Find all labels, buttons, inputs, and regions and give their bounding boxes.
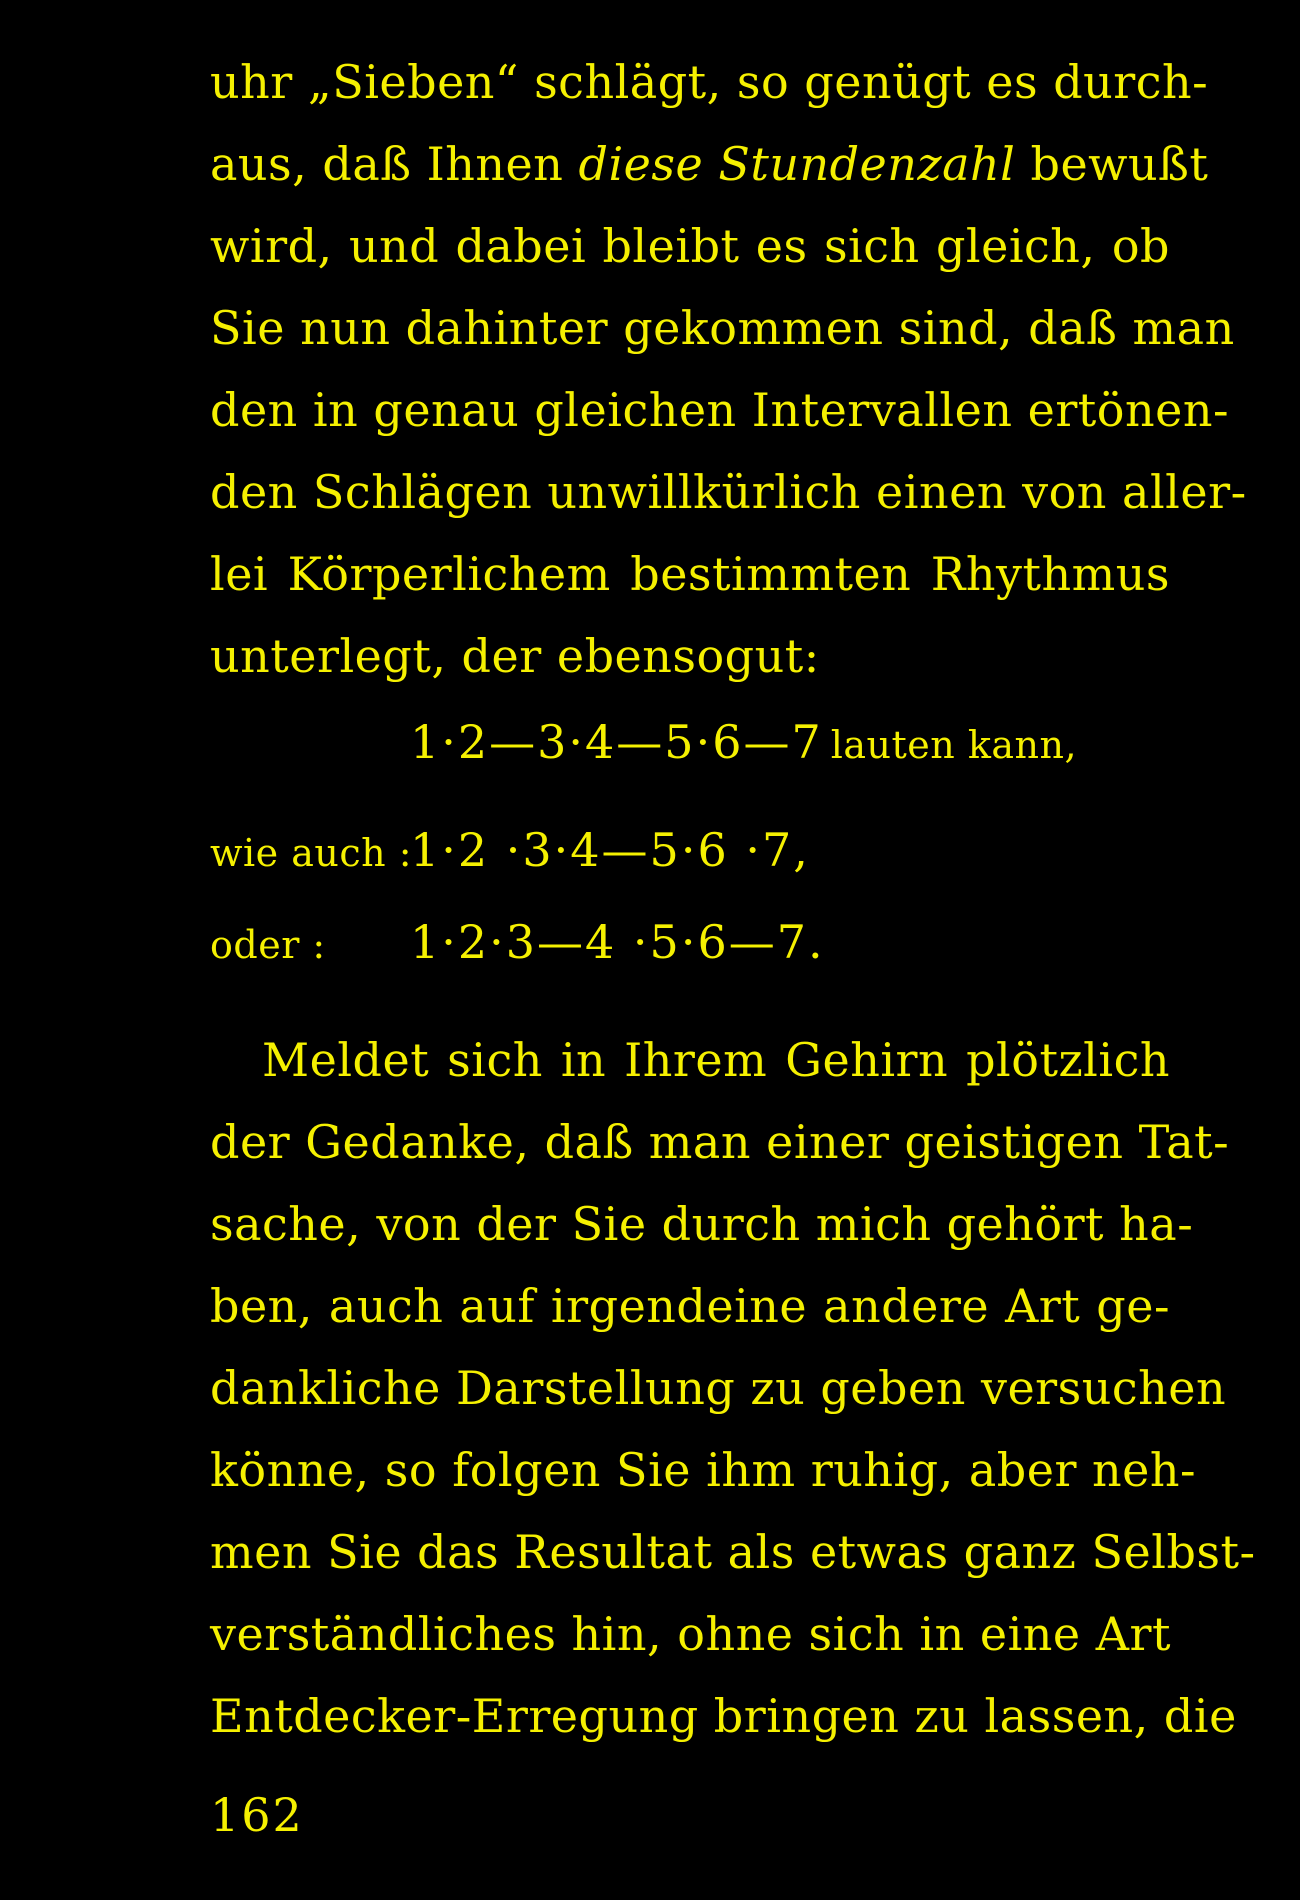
rhythm-sequence-2: 1·2 ·3·4—5·6 ·7,: [410, 823, 810, 877]
rhythm-sequence-3: 1·2·3—4 ·5·6—7.: [410, 915, 825, 969]
paragraph-2-line-6: könne, so folgen Sie ihm ruhig, aber neh-: [210, 1443, 1197, 1497]
emphasis-stundenzahl: diese Stundenzahl: [578, 137, 1016, 191]
paragraph-2-line-7: men Sie das Resultat als etwas ganz Selbst-: [210, 1525, 1256, 1579]
paragraph-2-line-1: Meldet sich in Ihrem Gehirn plötzlich: [262, 1033, 1170, 1087]
paragraph-1-line-2: [210, 134, 1209, 194]
paragraph-1-line-5: den in genau gleichen Intervallen ertönen-: [210, 383, 1230, 437]
rhythm-formula-1: [410, 712, 1077, 775]
paragraph-1-line-8: unterlegt, der ebensogut:: [210, 629, 820, 683]
paragraph-2-line-3: sache, von der Sie durch mich gehört ha-: [210, 1197, 1194, 1251]
paragraph-1-line-3: wird, und dabei bleibt es sich gleich, ob: [210, 219, 1170, 273]
paragraph-2-line-2: der Gedanke, daß man einer geistigen Tat-: [210, 1115, 1230, 1169]
rhythm-formula-3: [210, 912, 825, 975]
paragraph-2-line-4: ben, auch auf irgendeine andere Art ge-: [210, 1279, 1170, 1333]
paragraph-1-line-1: uhr „Sieben“ schlägt, so genügt es durch-: [210, 55, 1209, 109]
page-number: 162: [210, 1788, 304, 1842]
rhythm-formula-3-lead: oder :: [210, 923, 326, 967]
rhythm-formula-2-lead: wie auch :: [210, 831, 413, 875]
paragraph-2-line-9: Entdecker-Erregung bringen zu lassen, die: [210, 1689, 1237, 1743]
paragraph-1-line-2-start: aus, daß Ihnen: [210, 137, 579, 191]
rhythm-formula-1-tail: lauten kann,: [830, 723, 1078, 767]
paragraph-1-line-7: lei Körperlichem bestimmten Rhythmus: [210, 547, 1170, 601]
rhythm-formula-2: [210, 820, 810, 883]
paragraph-1-line-6: den Schlägen unwillkürlich einen von aller-: [210, 465, 1247, 519]
paragraph-1-line-2-end: bewußt: [1015, 137, 1209, 191]
paragraph-2-line-5: dankliche Darstellung zu geben versuchen: [210, 1361, 1227, 1415]
paragraph-2-line-8: verständliches hin, ohne sich in eine Art: [210, 1607, 1171, 1661]
rhythm-sequence-1: 1·2—3·4—5·6—7: [410, 715, 823, 769]
paragraph-1-line-4: Sie nun dahinter gekommen sind, daß man: [210, 301, 1235, 355]
